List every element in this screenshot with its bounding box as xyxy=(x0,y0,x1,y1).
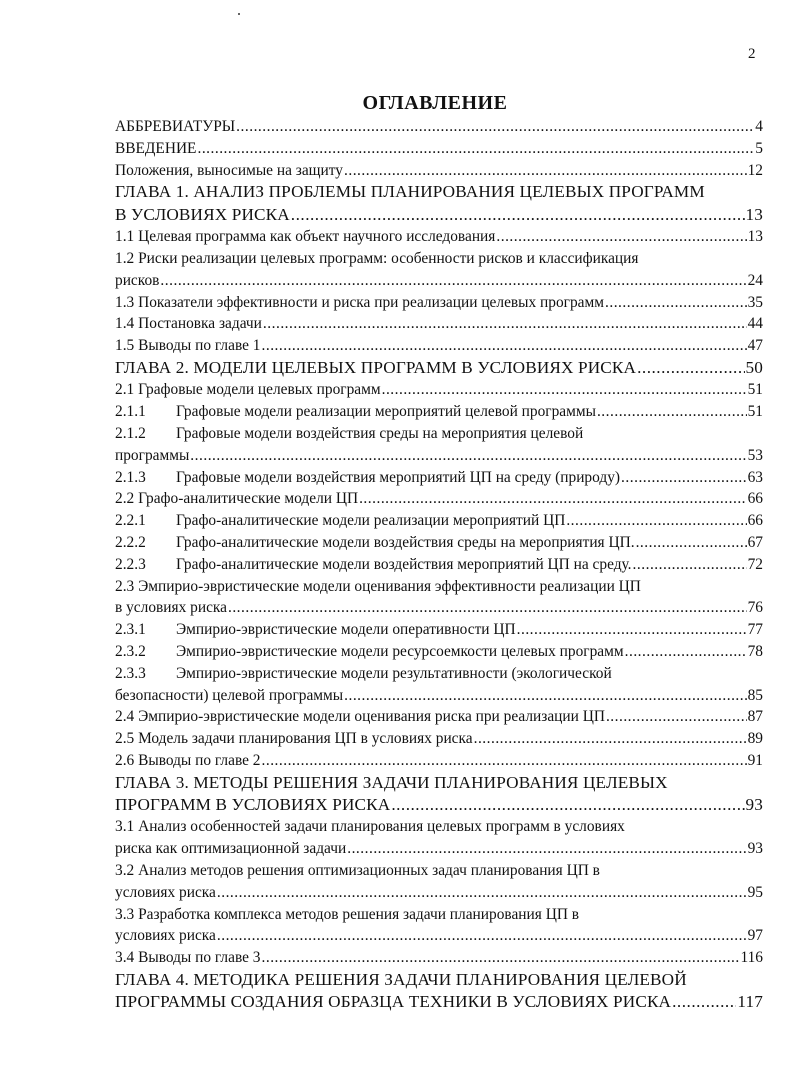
toc-dot-leader xyxy=(217,882,747,904)
toc-entry xyxy=(115,357,763,379)
toc-entry-title: Графовые модели реализации мероприятий целевой программы xyxy=(176,403,596,421)
toc-entry-title: 2.5 Модель задачи планирования ЦП в условиях риска xyxy=(115,730,473,748)
toc-entry xyxy=(115,619,763,641)
toc-entry-title: 3.4 Выводы по главе 3 xyxy=(115,949,261,967)
toc-entry-page: 117 xyxy=(737,992,763,1012)
toc-entry-page: 67 xyxy=(747,533,763,551)
toc-entry-title: ПРОГРАММЫ СОЗДАНИЯ ОБРАЗЦА ТЕХНИКИ В УСЛОВИЯХ РИСКА xyxy=(115,992,672,1012)
toc-dot-leader xyxy=(197,138,754,160)
toc-entry xyxy=(115,488,763,510)
toc-entry-page: 95 xyxy=(747,883,763,901)
toc-entry xyxy=(115,181,763,226)
toc-entry xyxy=(115,816,763,860)
toc-dot-leader xyxy=(262,947,740,969)
toc-entry-page: 93 xyxy=(747,840,763,858)
toc-entry xyxy=(115,663,763,707)
toc-entry-number: 2.2.2 xyxy=(115,533,146,551)
toc-dot-leader xyxy=(496,226,746,248)
toc-entry-page: 85 xyxy=(747,686,763,704)
toc-entry-page: 66 xyxy=(747,512,763,530)
toc-entry-title: условиях риска xyxy=(115,927,216,945)
toc-entry-page: 12 xyxy=(747,161,763,179)
toc-dot-leader xyxy=(382,379,747,401)
toc-entry-page: 53 xyxy=(747,446,763,464)
toc-entry xyxy=(115,292,763,314)
toc-dot-leader xyxy=(291,204,745,226)
toc-dot-leader xyxy=(263,313,747,335)
toc-entry xyxy=(115,401,763,423)
toc-entry-page: 116 xyxy=(740,949,763,967)
toc-dot-leader xyxy=(344,160,747,182)
toc-entry-page: 13 xyxy=(747,228,763,246)
toc-dot-leader xyxy=(517,619,747,641)
toc-dot-leader xyxy=(605,292,747,314)
toc-entry-title: Эмпирио-эвристические модели оперативности ЦП xyxy=(176,621,516,639)
toc-entry-page: 35 xyxy=(747,293,763,311)
toc-entry-number: 2.2.1 xyxy=(115,512,146,530)
toc-entry-title: 2.4 Эмпирио-эвристические модели оценивания риска при реализации ЦП xyxy=(115,708,605,726)
toc-entry-title: Положения, выносимые на защиту xyxy=(115,161,343,179)
toc-entry-page: 13 xyxy=(745,204,763,224)
page-number: 2 xyxy=(748,46,756,62)
toc-entry-title-line1: 2.3 Эмпирио-эвристические модели оценивания эффективности реализации ЦП xyxy=(115,577,641,595)
toc-entry xyxy=(115,423,763,467)
toc-entry xyxy=(115,335,763,357)
toc-entry-page: 63 xyxy=(747,468,763,486)
toc-entry-number: 2.1.3 xyxy=(115,468,146,486)
toc-entry-title: безопасности) целевой программы xyxy=(115,686,344,704)
toc-entry-number: 2.3.1 xyxy=(115,621,146,639)
toc-entry xyxy=(115,532,763,554)
toc-entry-title: риска как оптимизационной задачи xyxy=(115,840,347,858)
toc-entry-page: 47 xyxy=(747,337,763,355)
toc-dot-leader xyxy=(672,991,736,1013)
toc-entry xyxy=(115,772,763,817)
page-title: ОГЛАВЛЕНИЕ xyxy=(362,92,508,114)
toc-entry-title: 1.1 Целевая программа как объект научного исследования xyxy=(115,228,496,246)
toc-entry-title: 1.4 Постановка задачи xyxy=(115,315,262,333)
toc-entry xyxy=(115,750,763,772)
toc-dot-leader xyxy=(606,706,747,728)
toc-entry-title-line1: Графовые модели воздействия среды на мероприятия целевой xyxy=(176,424,584,442)
toc-entry-title: Эмпирио-эвристические модели ресурсоемкости целевых программ xyxy=(176,642,624,660)
toc-entry-page: 72 xyxy=(747,555,763,573)
toc-dot-leader xyxy=(160,270,746,292)
toc-entry-title-line1: Эмпирио-эвристические модели результативности (экологической xyxy=(176,664,612,682)
toc-entry-page: 5 xyxy=(755,139,763,157)
toc-entry-page: 51 xyxy=(747,403,763,421)
toc-dot-leader xyxy=(621,467,747,489)
toc-entry-title-line1: 3.2 Анализ методов решения оптимизационных задач планирования ЦП в xyxy=(115,862,600,880)
toc-entry-title: В УСЛОВИЯХ РИСКА xyxy=(115,204,290,224)
toc-entry-title: в условиях риска xyxy=(115,599,227,617)
toc-entry xyxy=(115,379,763,401)
toc-dot-leader xyxy=(262,335,747,357)
toc-entry-page: 4 xyxy=(755,118,763,135)
toc-entry-page: 50 xyxy=(745,357,763,377)
toc-entry-title: 2.6 Выводы по главе 2 xyxy=(115,751,261,769)
toc-entry-title: 2.2 Графо-аналитические модели ЦП xyxy=(115,490,359,508)
toc-entry-page: 87 xyxy=(747,708,763,726)
toc-entry xyxy=(115,116,763,138)
toc-entry-page: 51 xyxy=(747,381,763,399)
toc-entry-page: 66 xyxy=(747,490,763,508)
toc-dot-leader xyxy=(633,554,747,576)
toc-entry xyxy=(115,706,763,728)
toc-entry-number: 2.2.3 xyxy=(115,555,146,573)
table-of-contents xyxy=(115,116,763,1014)
toc-entry-page: 97 xyxy=(747,927,763,945)
toc-dot-leader xyxy=(359,488,747,510)
toc-entry xyxy=(115,947,763,969)
toc-entry xyxy=(115,860,763,904)
toc-entry xyxy=(115,510,763,532)
toc-entry-title: 2.1 Графовые модели целевых программ xyxy=(115,381,381,399)
toc-entry-number: 2.3.2 xyxy=(115,642,146,660)
toc-entry-page: 77 xyxy=(747,621,763,639)
toc-entry-number: 2.1.1 xyxy=(115,403,146,421)
toc-dot-leader xyxy=(637,357,744,379)
toc-entry xyxy=(115,467,763,489)
toc-entry-title: Графо-аналитические модели воздействия мероприятий ЦП на среду. xyxy=(176,555,632,573)
toc-entry-number: 2.1.2 xyxy=(115,424,146,442)
toc-entry-title: Графовые модели воздействия мероприятий ЦП на среду (природу) xyxy=(176,468,621,486)
toc-entry-title-line1: 3.1 Анализ особенностей задачи планирования целевых программ в условиях xyxy=(115,818,625,836)
toc-entry-title-line1: ГЛАВА 1. АНАЛИЗ ПРОБЛЕМЫ ПЛАНИРОВАНИЯ ЦЕЛЕВЫХ ПРОГРАММ xyxy=(115,182,705,202)
toc-entry-title: Графо-аналитические модели воздействия среды на мероприятия ЦП. xyxy=(176,533,635,551)
toc-entry xyxy=(115,728,763,750)
toc-dot-leader xyxy=(566,510,746,532)
toc-entry-title: ГЛАВА 2. МОДЕЛИ ЦЕЛЕВЫХ ПРОГРАММ В УСЛОВИЯХ РИСКА xyxy=(115,357,637,377)
toc-entry-page: 44 xyxy=(747,315,763,333)
toc-entry-page: 78 xyxy=(747,642,763,660)
toc-dot-leader xyxy=(636,532,747,554)
toc-entry xyxy=(115,904,763,948)
toc-entry xyxy=(115,641,763,663)
toc-entry-title-line1: ГЛАВА 3. МЕТОДЫ РЕШЕНИЯ ЗАДАЧИ ПЛАНИРОВАНИЯ ЦЕЛЕВЫХ xyxy=(115,772,668,792)
toc-entry-title: рисков xyxy=(115,271,160,289)
toc-dot-leader xyxy=(217,925,747,947)
toc-entry-title-line1: 3.3 Разработка комплекса методов решения задачи планирования ЦП в xyxy=(115,905,580,923)
toc-entry-title-line1: 1.2 Риски реализации целевых программ: особенности рисков и классификация xyxy=(115,249,639,267)
toc-entry-title: Графо-аналитические модели реализации мероприятий ЦП xyxy=(176,512,566,530)
toc-entry xyxy=(115,160,763,182)
toc-entry xyxy=(115,554,763,576)
toc-dot-leader xyxy=(474,728,747,750)
toc-entry-title: 1.3 Показатели эффективности и риска при реализации целевых программ xyxy=(115,293,604,311)
toc-entry-title: программы xyxy=(115,446,190,464)
toc-entry-title: ПРОГРАММ В УСЛОВИЯХ РИСКА xyxy=(115,795,391,815)
toc-dot-leader xyxy=(262,750,747,772)
toc-dot-leader xyxy=(344,685,746,707)
toc-entry-title-line1: ГЛАВА 4. МЕТОДИКА РЕШЕНИЯ ЗАДАЧИ ПЛАНИРОВАНИЯ ЦЕЛЕВОЙ xyxy=(115,970,687,990)
toc-dot-leader xyxy=(190,445,746,467)
toc-dot-leader xyxy=(236,116,754,138)
toc-entry-page: 89 xyxy=(747,730,763,748)
toc-entry xyxy=(115,226,763,248)
toc-entry xyxy=(115,576,763,620)
toc-dot-leader xyxy=(347,838,746,860)
toc-dot-leader xyxy=(391,794,744,816)
toc-entry-title: ВВЕДЕНИЕ xyxy=(115,139,197,157)
toc-entry-page: 91 xyxy=(747,751,763,769)
toc-entry-page: 24 xyxy=(747,271,763,289)
toc-entry xyxy=(115,138,763,160)
toc-entry-title: условиях риска xyxy=(115,883,216,901)
toc-dot-leader xyxy=(597,401,747,423)
toc-entry-title: 1.5 Выводы по главе 1 xyxy=(115,337,261,355)
toc-dot-leader xyxy=(625,641,747,663)
toc-entry-page: 93 xyxy=(745,795,763,815)
toc-entry-title: АББРЕВИАТУРЫ xyxy=(115,118,236,135)
toc-entry-number: 2.3.3 xyxy=(115,664,146,682)
toc-dot-leader xyxy=(228,597,747,619)
toc-entry-page: 76 xyxy=(747,599,763,617)
toc-entry xyxy=(115,248,763,292)
scan-speck xyxy=(238,13,240,15)
toc-entry xyxy=(115,313,763,335)
toc-entry xyxy=(115,969,763,1014)
